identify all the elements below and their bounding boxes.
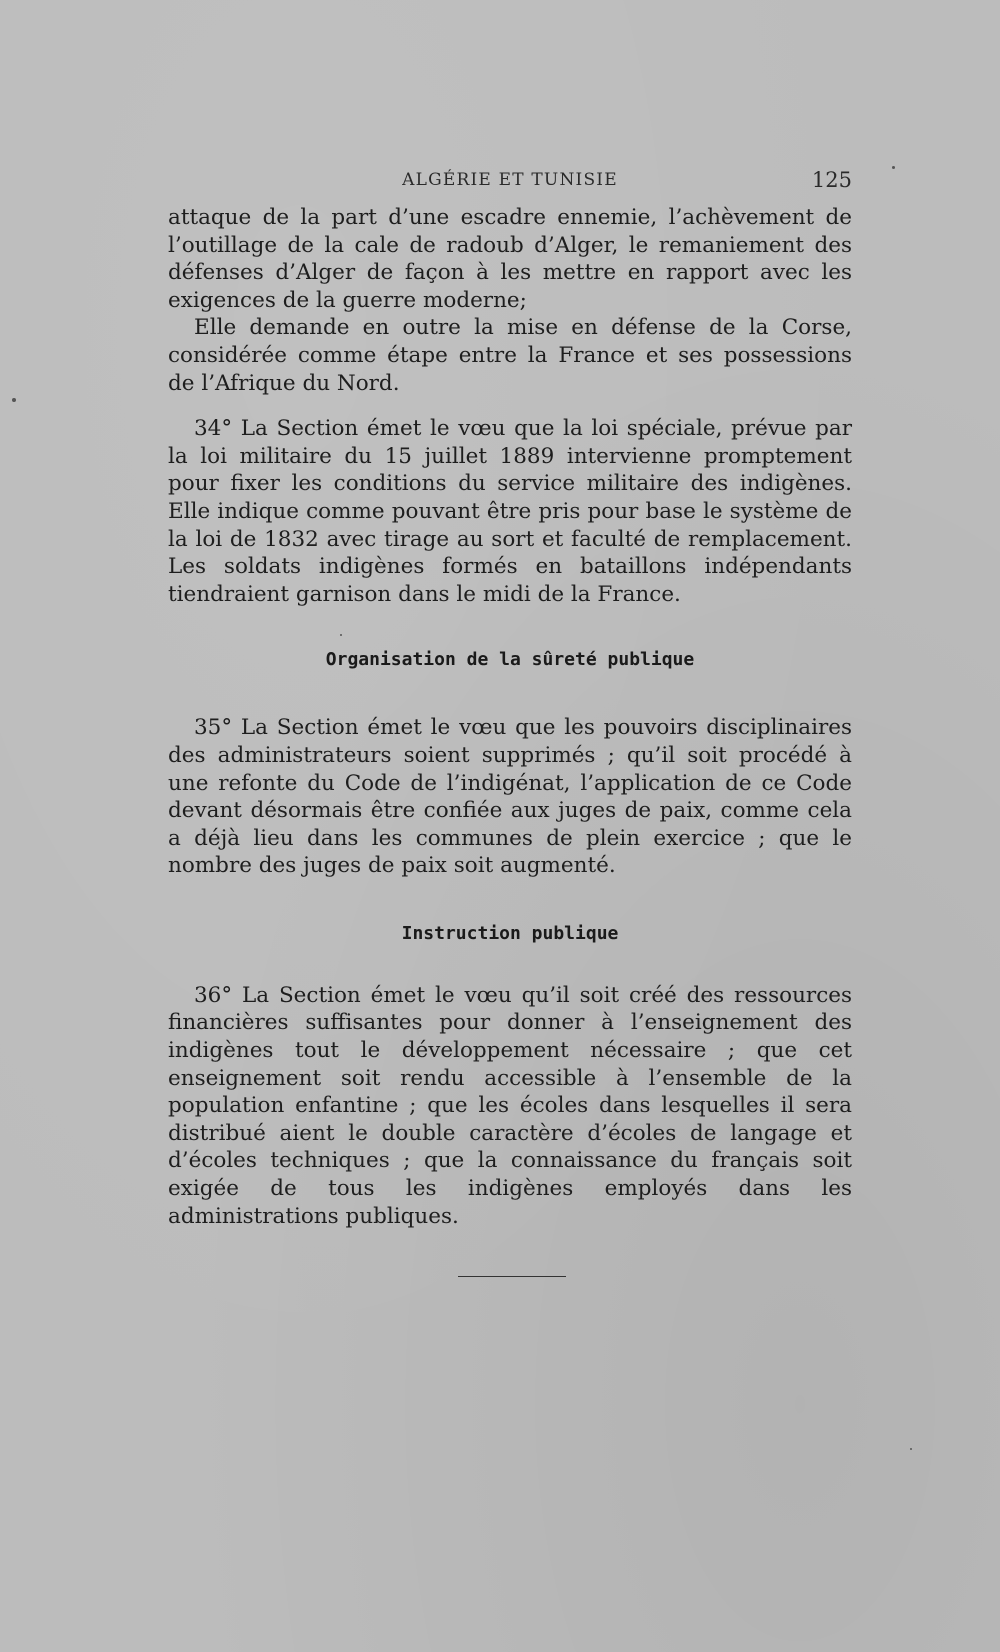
page-body: [168, 204, 852, 1230]
section-heading-instruction: Instruction publique: [401, 922, 619, 944]
running-title: ALGÉRIE ET TUNISIE: [402, 170, 618, 190]
paragraph-corse: Elle demande en outre la mise en défense de la Corse, considérée comme étape entre la France et ses possessions de l’Afrique du Nord.: [168, 315, 852, 396]
paragraph-36: 36° La Section émet le vœu qu’il soit créé des ressources financières suffisantes pour donner à l’enseignement des indigènes tout le développement nécessaire ; que cet enseignement soit rendu accessible à l’ensemble de la population enfantine ; que les écoles dans lesquelles il sera distribué aient le double caractère d’écoles de langage et d’écoles techniques ; que la connaissance du français soit exigée de tous les indigènes employés dans les administrations publiques.: [168, 982, 852, 1229]
section-heading-surete: Organisation de la sûreté publique: [325, 649, 695, 671]
end-rule: [458, 1276, 566, 1277]
paragraph-continued: attaque de la part d’une escadre ennemie, l’achèvement de l’outillage de la cale de radoub d’Alger, le remaniement des défenses d’Alger de façon à les mettre en rapport avec les exigences de la guerre moderne;: [168, 205, 852, 313]
paper-speck: [12, 398, 16, 402]
paper-speck: [892, 166, 895, 169]
paragraph-35: 35° La Section émet le vœu que les pouvoirs disciplinaires des administrateurs soient supprimés ; qu’il soit procédé à une refonte du Code de l’indigénat, l’application de ce Code devant désormais être confiée aux juges de paix, comme cela a déjà lieu dans les communes de plein exercice ; que le nombre des juges de paix soit augmenté.: [168, 715, 852, 879]
paper-speck: [910, 1448, 912, 1450]
paper-speck: [340, 634, 342, 636]
page-header: [168, 168, 852, 198]
paragraph-34: 34° La Section émet le vœu que la loi spéciale, prévue par la loi militaire du 15 juillet 1889 intervienne promptement pour fixer les conditions du service militaire des indigènes. Elle indique comme pouvant être pris pour base le système de la loi de 1832 avec tirage au sort et faculté de remplacement. Les soldats indigènes formés en bataillons indépendants tiendraient garnison dans le midi de la France.: [168, 416, 852, 607]
page-number: 125: [811, 168, 852, 192]
